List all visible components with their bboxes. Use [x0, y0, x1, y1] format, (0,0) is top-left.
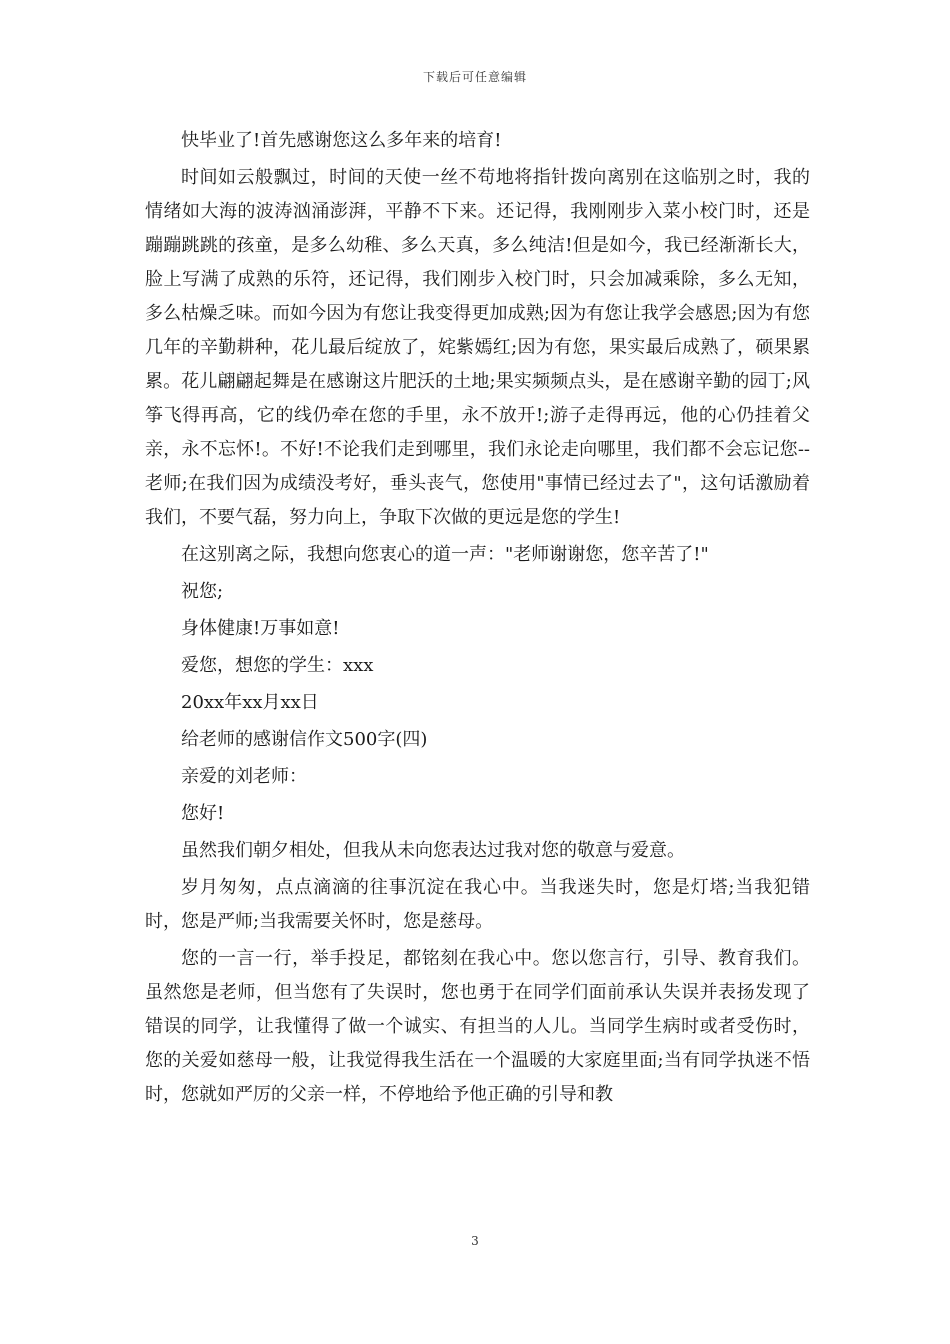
- paragraph: 亲爱的刘老师：: [181, 766, 307, 787]
- paragraph: 您的一言一行，举手投足，都铭刻在我心中。您以您言行，引导、教育我们。虽然您是老师，但当您有了失误时，您也勇于在同学们面前承认失误并表扬发现了错误的同学，让我懂得了做一个诚实、有担当的人儿。当同学生病时或者受伤时，您的关爱如慈母一般，让我觉得我生活在一个温暖的大家庭里面;当有同学执迷不悟时，您就如严厉的父亲一样，不停地给予他正确的引导和教: [145, 948, 810, 1105]
- page-header: 下载后可任意编辑: [422, 70, 527, 84]
- paragraph: 虽然我们朝夕相处，但我从未向您表达过我对您的敬意与爱意。: [181, 840, 685, 861]
- paragraph: 祝您;: [181, 581, 224, 602]
- paragraph: 快毕业了!首先感谢您这么多年来的培育!: [181, 130, 502, 151]
- paragraph: 您好!: [181, 803, 225, 824]
- paragraph: 20xx年xx月xx日: [181, 692, 319, 713]
- paragraph: 在这别离之际，我想向您衷心的道一声："老师谢谢您，您辛苦了!": [181, 544, 709, 565]
- paragraph: 给老师的感谢信作文500字(四): [181, 729, 428, 750]
- paragraph: 爱您，想您的学生：xxx: [181, 655, 374, 676]
- document-body: [145, 124, 810, 1115]
- paragraph: 时间如云般飘过，时间的天使一丝不苟地将指针拨向离别在这临别之时，我的情绪如大海的波涛汹涌澎湃，平静不下来。还记得，我刚刚步入菜小校门时，还是蹦蹦跳跳的孩童，是多么幼稚、多么天真，多么纯洁!但是如今，我已经渐渐长大，脸上写满了成熟的乐符，还记得，我们刚步入校门时，只会加减乘除，多么无知，多么枯燥乏味。而如今因为有您让我变得更加成熟;因为有您让我学会感恩;因为有您几年的辛勤耕种，花儿最后绽放了，姹紫嫣红;因为有您，果实最后成熟了，硕果累累。花儿翩翩起舞是在感谢这片肥沃的土地;果实频频点头，是在感谢辛勤的园丁;风筝飞得再高，它的线仍牵在您的手里，永不放开!;游子走得再远，他的心仍挂着父亲，永不忘怀!。不好!不论我们走到哪里，我们永论走向哪里，我们都不会忘记您--老师;在我们因为成绩没考好，垂头丧气，您使用"事情已经过去了"，这句话激励着我们，不要气磊，努力向上，争取下次做的更远是您的学生!: [145, 167, 810, 528]
- page-number: 3: [471, 1234, 479, 1248]
- paragraph: 岁月匆匆，点点滴滴的往事沉淀在我心中。当我迷失时，您是灯塔;当我犯错时，您是严师;当我需要关怀时，您是慈母。: [145, 877, 810, 932]
- paragraph: 身体健康!万事如意!: [181, 618, 340, 639]
